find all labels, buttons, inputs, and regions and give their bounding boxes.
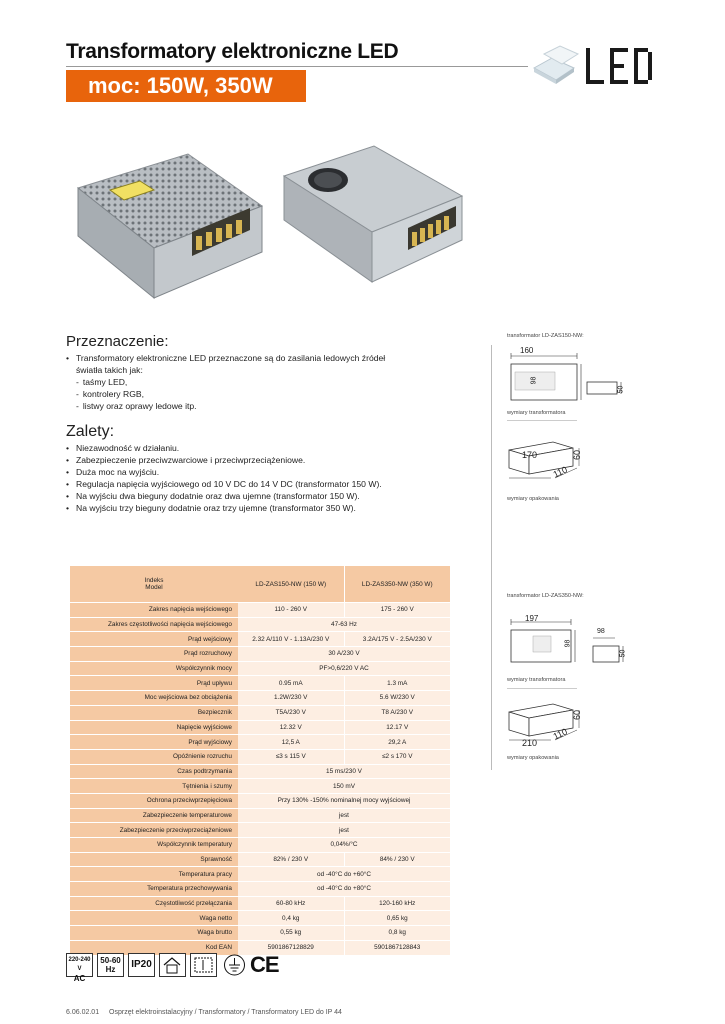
table-row — [70, 749, 450, 764]
dimension-height-350: 98 — [564, 639, 572, 648]
row-value-shared: Przy 130% -150% nominalnej mocy wyjściowej — [238, 793, 450, 808]
row-value-150w: ≤3 s 115 V — [238, 749, 344, 764]
dimension-depth-150: 50 — [617, 385, 625, 394]
list-item: • Na wyjściu dwa bieguny dodatnie oraz dwa ujemne (transformator 150 W). — [66, 490, 486, 502]
row-label: Częstotliwość przełączania — [70, 896, 238, 911]
power-label: moc: 150W, 350W — [88, 73, 273, 98]
row-label: Temperatura pracy — [70, 867, 238, 882]
table-row — [70, 720, 450, 735]
list-item-continuation: światła takich jak: — [76, 365, 143, 376]
list-item: • Transformatory elektroniczne LED przeznaczone są do zasilania ledowych źródeł — [66, 352, 466, 364]
row-label: Prąd upływu — [70, 676, 238, 691]
row-label: Ochrona przeciwprzepięciowa — [70, 793, 238, 808]
row-label: Moc wejściowa bez obciążenia — [70, 691, 238, 706]
table-row — [70, 764, 450, 779]
row-label: Waga netto — [70, 911, 238, 926]
table-row — [70, 705, 450, 720]
row-value-150w: T5A/230 V — [238, 705, 344, 720]
title-divider — [66, 66, 528, 67]
table-row — [70, 882, 450, 897]
caption-pack-150: wymiary opakowania — [507, 496, 559, 502]
table-row — [70, 647, 450, 662]
table-row — [70, 603, 450, 618]
footer-code: 6.06.02.01 — [66, 1009, 100, 1016]
row-value-350w: 175 - 260 V — [344, 603, 450, 618]
sub-list-item: - taśmy LED, — [76, 377, 128, 388]
row-label: Waga brutto — [70, 926, 238, 941]
advantages-list — [66, 442, 486, 515]
section-heading-purpose: Przeznaczenie: — [66, 333, 169, 350]
row-value-150w: 0,4 kg — [238, 911, 344, 926]
row-label: Zakres częstotliwości napięcia wejściowego — [70, 617, 238, 632]
row-value-150w: 60-80 kHz — [238, 896, 344, 911]
row-label: Tętnienia i szumy — [70, 779, 238, 794]
package-350-drawing — [503, 700, 603, 752]
table-row — [70, 867, 450, 882]
package-depth-150: 110 — [551, 464, 569, 480]
row-value-350w: 1.3 mA — [344, 676, 450, 691]
row-value-shared: jest — [238, 823, 450, 838]
table-row — [70, 808, 450, 823]
row-value-150w: 5901867128829 — [238, 940, 344, 955]
row-value-350w: 5.6 W/230 V — [344, 691, 450, 706]
row-value-shared: 30 A/230 V — [238, 647, 450, 662]
purpose-list — [66, 352, 466, 412]
indoor-use-icon — [159, 953, 186, 977]
row-value-150w: 12,5 A — [238, 735, 344, 750]
row-label: Prąd wyjściowy — [70, 735, 238, 750]
dimension-title-150: transformator LD-ZAS150-NW: — [507, 333, 584, 339]
row-label: Czas podtrzymania — [70, 764, 238, 779]
dimension-width-150: 160 — [520, 346, 534, 355]
caption-divider — [507, 688, 577, 689]
list-item: • Duża moc na wyjściu. — [66, 466, 486, 478]
table-row — [70, 911, 450, 926]
table-row — [70, 896, 450, 911]
row-label: Temperatura przechowywania — [70, 882, 238, 897]
package-height-150: 60 — [572, 449, 583, 461]
section-heading-advantages: Zalety: — [66, 423, 115, 440]
column-divider — [491, 345, 492, 770]
row-label: Prąd rozruchowy — [70, 647, 238, 662]
package-width-350: 210 — [522, 738, 538, 748]
footer — [66, 1009, 342, 1016]
row-value-350w: ≤2 s 170 V — [344, 749, 450, 764]
footer-breadcrumb: Osprzęt elektroinstalacyjny / Transformatory / Transformatory LED do IP 44 — [109, 1009, 342, 1016]
package-height-350: 60 — [572, 709, 583, 721]
table-header-col2: LD-ZAS350-NW (350 W) — [344, 566, 450, 603]
voltage-icon: 220-240 V AC — [66, 953, 93, 977]
ground-icon — [221, 953, 248, 977]
row-label: Sprawność — [70, 852, 238, 867]
row-value-shared: od -40°C do +60°C — [238, 867, 450, 882]
row-label: Zakres napięcia wejściowego — [70, 603, 238, 618]
row-label: Opóźnienie rozruchu — [70, 749, 238, 764]
table-header-col1: LD-ZAS150-NW (150 W) — [238, 566, 344, 603]
row-label: Bezpiecznik — [70, 705, 238, 720]
row-value-350w: 3.2A/175 V - 2.5A/230 V — [344, 632, 450, 647]
dimension-height-150: 98 — [530, 376, 538, 385]
dimension-width-350: 197 — [525, 614, 539, 623]
row-value-150w: 0,55 kg — [238, 926, 344, 941]
table-row — [70, 926, 450, 941]
package-150-drawing — [503, 438, 603, 490]
caption-transformer-350: wymiary transformatora — [507, 677, 566, 683]
table-row — [70, 823, 450, 838]
dimension-depth-350: 50 — [619, 649, 627, 658]
row-value-150w: 110 - 260 V — [238, 603, 344, 618]
row-label: Prąd wejściowy — [70, 632, 238, 647]
row-value-shared: jest — [238, 808, 450, 823]
ip20-icon: IP20 — [128, 953, 155, 977]
led-chip-icon — [534, 46, 578, 84]
row-value-350w: 12.17 V — [344, 720, 450, 735]
dimension-title-350: transformator LD-ZAS350-NW: — [507, 593, 584, 599]
caption-transformer-150: wymiary transformatora — [507, 410, 566, 416]
row-value-350w: 0,8 kg — [344, 926, 450, 941]
row-label: Kod EAN — [70, 940, 238, 955]
row-value-150w: 1.2W/230 V — [238, 691, 344, 706]
table-row — [70, 661, 450, 676]
table-row — [70, 632, 450, 647]
sub-list-item: - listwy oraz oprawy ledowe itp. — [76, 401, 197, 412]
row-value-350w: 29,2 A — [344, 735, 450, 750]
row-label: Zabezpieczenie temperaturowe — [70, 808, 238, 823]
list-item: • Na wyjściu trzy bieguny dodatnie oraz trzy ujemne (transformator 350 W). — [66, 502, 486, 514]
row-value-shared: 0,04%/°C — [238, 838, 450, 853]
page-title: Transformatory elektroniczne LED — [66, 40, 399, 63]
table-row — [70, 779, 450, 794]
row-value-350w: 0,65 kg — [344, 911, 450, 926]
row-value-150w: 12.32 V — [238, 720, 344, 735]
product-image-350w — [278, 140, 468, 288]
row-value-150w: 0.95 mA — [238, 676, 344, 691]
table-row — [70, 793, 450, 808]
caption-divider — [507, 420, 577, 421]
table-header-label: Indeks Model — [70, 566, 238, 603]
list-item: • Zabezpieczenie przeciwzwarciowe i przeciwprzeciążeniowe. — [66, 454, 486, 466]
transformer-symbol-icon — [190, 953, 217, 977]
table-row — [70, 735, 450, 750]
row-value-shared: 150 mV — [238, 779, 450, 794]
table-row — [70, 852, 450, 867]
package-depth-350: 110 — [551, 726, 569, 742]
row-value-350w: 84% / 230 V — [344, 852, 450, 867]
dimension-side-350: 98 — [597, 628, 605, 635]
table-row — [70, 691, 450, 706]
table-row — [70, 676, 450, 691]
row-label: Zabezpieczenie przeciwprzeciążeniowe — [70, 823, 238, 838]
package-width-150: 170 — [522, 450, 538, 460]
row-value-150w: 82% / 230 V — [238, 852, 344, 867]
caption-pack-350: wymiary opakowania — [507, 755, 559, 761]
row-label: Współczynnik mocy — [70, 661, 238, 676]
row-value-shared: 15 ms/230 V — [238, 764, 450, 779]
led-logo — [530, 38, 660, 92]
list-item: • Niezawodność w działaniu. — [66, 442, 486, 454]
row-value-shared: 47-63 Hz — [238, 617, 450, 632]
frequency-icon: 50-60 Hz — [97, 953, 124, 977]
row-value-shared: od -40°C do +80°C — [238, 882, 450, 897]
row-label: Współczynnik temperatury — [70, 838, 238, 853]
table-header-row — [70, 566, 450, 603]
spec-table — [70, 566, 450, 956]
row-label: Napięcie wyjściowe — [70, 720, 238, 735]
sub-list-item: - kontrolery RGB, — [76, 389, 145, 400]
led-text-logo — [586, 48, 652, 84]
product-image-150w — [70, 148, 270, 300]
row-value-shared: PF>0,6/220 V AC — [238, 661, 450, 676]
row-value-150w: 2.32 A/110 V - 1.13A/230 V — [238, 632, 344, 647]
table-row — [70, 838, 450, 853]
ce-mark-icon: CE — [250, 952, 279, 977]
row-value-350w: 120-160 kHz — [344, 896, 450, 911]
row-value-350w: 5901867128843 — [344, 940, 450, 955]
table-row — [70, 617, 450, 632]
list-item: • Regulacja napięcia wyjściowego od 10 V DC do 14 V DC (transformator 150 W). — [66, 478, 486, 490]
row-value-350w: T8 A/230 V — [344, 705, 450, 720]
